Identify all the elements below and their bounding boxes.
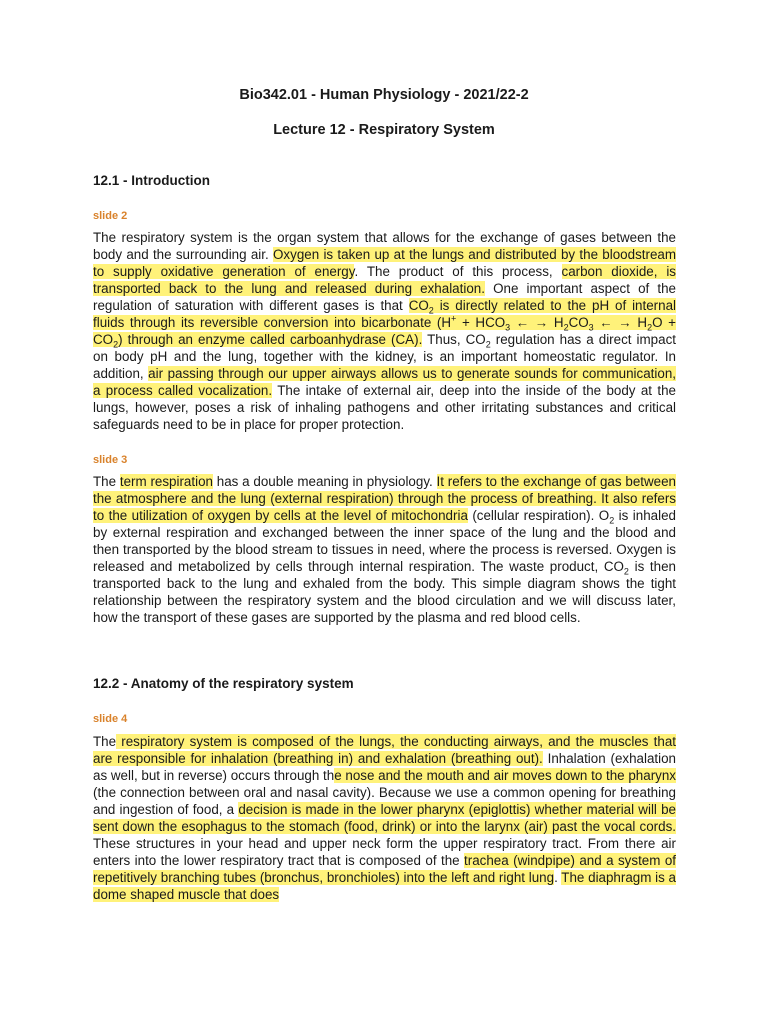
text-run: One important aspect of the regulation of saturation with different gases is that — [93, 281, 676, 313]
highlight: It refers to the exchange of gas between the atmosphere and the lung (external respiration) through the process of breathing. It also refers to the utilization of oxygen by cells at the level of mitochondria — [93, 474, 676, 523]
text-run: Thus, CO — [422, 332, 486, 347]
text-run: Inhalation (exhalation as well, but in reverse) occurs through th — [93, 751, 676, 783]
highlight: term respiration — [119, 474, 213, 489]
text-run: The respiratory system is the organ system that allows for the exchange of gases between the body and the surrounding air. — [93, 230, 676, 262]
highlight: carbon dioxide, is transported back to the lung and released during exhalation. — [93, 264, 676, 296]
text-run: CO — [408, 298, 429, 313]
text-run: is inhaled by external respiration and exchanged between the inner space of the lung and the blood and then transported by the blood stream to tissues in need, where the process is reversed. Oxygen is released and metabolized by cells through internal respiration. The waste product, CO — [93, 508, 676, 574]
subscript: 3 — [505, 322, 511, 333]
text-run: These structures in your head and upper neck form the upper respiratory tract. From there air enters into the lower respiratory tract that is composed of the — [93, 836, 676, 868]
text-run: ← → H — [510, 315, 564, 330]
text-run: . — [554, 870, 562, 885]
paragraph-respiration — [93, 473, 676, 626]
slide-label-2: slide 2 — [93, 210, 128, 222]
paragraph-introduction — [93, 229, 676, 433]
text-run: is directly related to the pH of internal fluids through its reversible conversion into bicarbonate (H — [93, 298, 677, 330]
text-run: (the connection between oral and nasal cavity). Because we use a common opening for breathing and ingestion of food, a — [93, 785, 676, 817]
text-run: The — [93, 734, 117, 749]
highlight: The diaphragm is a dome shaped muscle that does — [93, 870, 677, 902]
subscript: 2 — [623, 566, 629, 577]
text-run: The intake of external air, deep into the inside of the body at the lungs, however, poses a risk of inhaling pathogens and other irritating substances and critical safeguards need to be in place for proper protection. — [93, 383, 677, 432]
subscript: 2 — [428, 305, 434, 316]
subscript: 2 — [563, 322, 569, 333]
text-run: ← → H — [593, 315, 648, 330]
text-run: O + CO — [93, 315, 676, 347]
highlight: Oxygen is taken up at the lungs and distributed by the bloodstream to supply oxidative generation of energy — [93, 247, 676, 279]
slide-label-3: slide 3 — [93, 454, 128, 466]
subscript: 2 — [485, 339, 491, 350]
highlight: e nose and the mouth and air moves down to the pharynx — [334, 768, 676, 783]
highlight: respiratory system is composed of the lungs, the conducting airways, and the muscles that are responsible for inhalation (breathing in) and exhalation (breathing out). — [93, 734, 676, 766]
subscript: 3 — [588, 322, 594, 333]
text-run: The — [93, 474, 120, 489]
text-run: is then transported back to the lung and exhaled from the body. This simple diagram shows the tight relationship between the respiratory system and the blood circulation and we will discuss later, how the transport of these gases are supported by the plasma and red blood cells. — [93, 559, 676, 625]
highlight: air passing through our upper airways allows us to generate sounds for communication, a process called vocalization. — [93, 366, 676, 398]
subscript: 2 — [647, 322, 653, 333]
highlight: decision is made in the lower pharynx (epiglottis) whether material will be sent down the esophagus to the stomach (food, drink) or into the larynx (air) past the vocal cords. — [93, 802, 676, 834]
highlight: trachea (windpipe) and a system of repetitively branching tubes (bronchus, bronchioles) into the left and right lung — [93, 853, 676, 885]
text-run: + HCO — [456, 315, 506, 330]
text-run: regulation has a direct impact on body pH and the lung, together with the kidney, is an important homeostatic regulator. In addition, — [93, 332, 676, 381]
superscript: + — [451, 313, 457, 324]
section-heading-anatomy: 12.2 - Anatomy of the respiratory system — [93, 676, 354, 691]
subscript: 2 — [113, 339, 119, 350]
slide-label-4: slide 4 — [93, 713, 128, 725]
text-run: (cellular respiration). O — [467, 508, 610, 523]
subscript: 2 — [609, 515, 615, 526]
text-run: CO — [568, 315, 589, 330]
text-run: ) through an enzyme called carboanhydrase (CA). — [118, 332, 423, 347]
text-run: has a double meaning in physiology. — [212, 474, 437, 489]
lecture-title: Lecture 12 - Respiratory System — [273, 122, 495, 138]
section-heading-introduction: 12.1 - Introduction — [93, 173, 211, 188]
text-run: . The product of this process, — [354, 264, 562, 279]
course-title: Bio342.01 - Human Physiology - 2021/22-2 — [239, 87, 529, 103]
paragraph-anatomy — [93, 733, 676, 903]
